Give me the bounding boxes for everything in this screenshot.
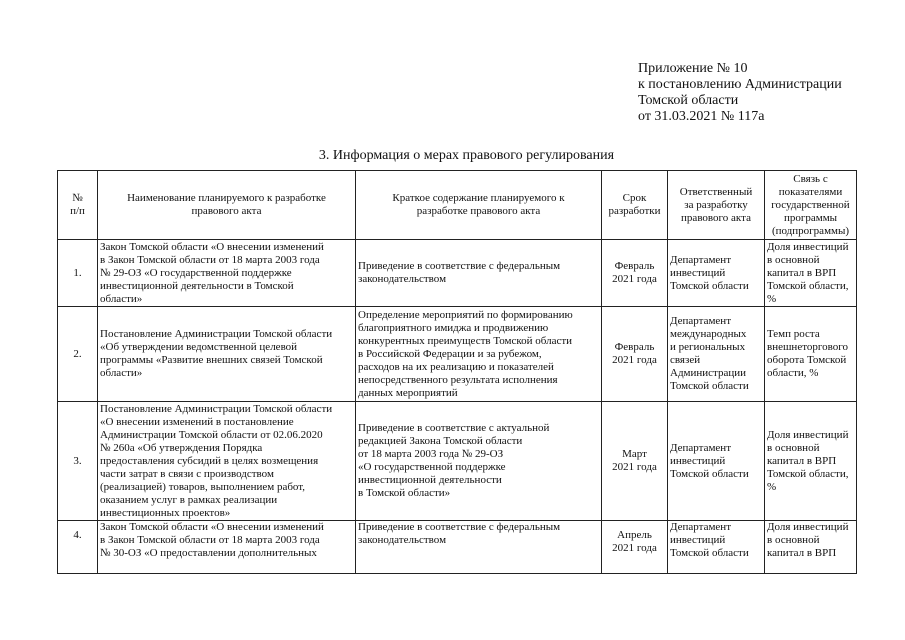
row-responsible: Департамент инвестиций Томской области <box>668 521 765 574</box>
section-title: 3. Информация о мерах правового регулирования <box>318 148 615 163</box>
table-row <box>58 240 857 307</box>
row-num: 1. <box>58 240 98 307</box>
header-act-name: Наименование планируемого к разработке правового акта <box>98 171 356 240</box>
row-act-name: Постановление Администрации Томской области «Об утверждении ведомственной целевой программы «Развитие внешних связей Томской области» <box>98 307 356 402</box>
appendix-region: Томской области <box>638 93 739 108</box>
row-num: 4. <box>58 521 98 574</box>
header-responsible: Ответственный за разработку правового акта <box>668 171 765 240</box>
row-indicator: Доля инвестиций в основной капитал в ВРП Томской области, % <box>765 240 857 307</box>
header-term: Срок разработки <box>602 171 668 240</box>
table-header-row <box>58 171 857 240</box>
row-act-content: Определение мероприятий по формированию благоприятного имиджа и продвижению конкурентных преимуществ Томской области в Российской Федерации и за рубежом, расходов на их реализацию и показателей непосредственного результата исполнения данных мероприятий <box>356 307 602 402</box>
header-act-content: Краткое содержание планируемого к разработке правового акта <box>356 171 602 240</box>
appendix-date: от 31.03.2021 № 117а <box>638 109 765 124</box>
row-act-name: Закон Томской области «О внесении изменений в Закон Томской области от 18 марта 2003 года № 29-ОЗ «О государственной поддержке инвестиционной деятельности в Томской области» <box>98 240 356 307</box>
row-num: 2. <box>58 307 98 402</box>
row-term: Февраль 2021 года <box>602 240 668 307</box>
row-term: Апрель 2021 года <box>602 521 668 574</box>
row-term: Февраль 2021 года <box>602 307 668 402</box>
row-responsible: Департамент инвестиций Томской области <box>668 240 765 307</box>
row-responsible: Департамент инвестиций Томской области <box>668 402 765 521</box>
row-act-content: Приведение в соответствие с федеральным законодательством <box>356 521 602 574</box>
row-num: 3. <box>58 402 98 521</box>
appendix-number: Приложение № 10 <box>638 61 748 76</box>
appendix-resolution: к постановлению Администрации <box>638 77 842 92</box>
row-act-content: Приведение в соответствие с федеральным законодательством <box>356 240 602 307</box>
regulation-measures-table <box>57 170 857 574</box>
row-responsible: Департамент международных и региональных связей Администрации Томской области <box>668 307 765 402</box>
row-act-name: Постановление Администрации Томской области «О внесении изменений в постановление Администрации Томской области от 02.06.2020 № 260а «Об утверждения Порядка предоставления субсидий в целях возмещения части затрат в связи с производством (реализацией) товаров, выполнением работ, оказанием услуг в рамках реализации инвестиционных проектов» <box>98 402 356 521</box>
row-indicator: Доля инвестиций в основной капитал в ВРП <box>765 521 857 574</box>
table-row <box>58 521 857 574</box>
row-act-name: Закон Томской области «О внесении изменений в Закон Томской области от 18 марта 2003 года № 30-ОЗ «О предоставлении дополнительных <box>98 521 356 574</box>
row-indicator: Темп роста внешнеторгового оборота Томской области, % <box>765 307 857 402</box>
table-row <box>58 307 857 402</box>
appendix-header <box>638 61 898 125</box>
row-term: Март 2021 года <box>602 402 668 521</box>
row-indicator: Доля инвестиций в основной капитал в ВРП Томской области, % <box>765 402 857 521</box>
header-num: № п/п <box>58 171 98 240</box>
header-indicator: Связь с показателями государственной программы (подпрограммы) <box>765 171 857 240</box>
table-row <box>58 402 857 521</box>
row-act-content: Приведение в соответствие с актуальной редакцией Закона Томской области от 18 марта 2003 года № 29-ОЗ «О государственной поддержке инвестиционной деятельности в Томской области» <box>356 402 602 521</box>
